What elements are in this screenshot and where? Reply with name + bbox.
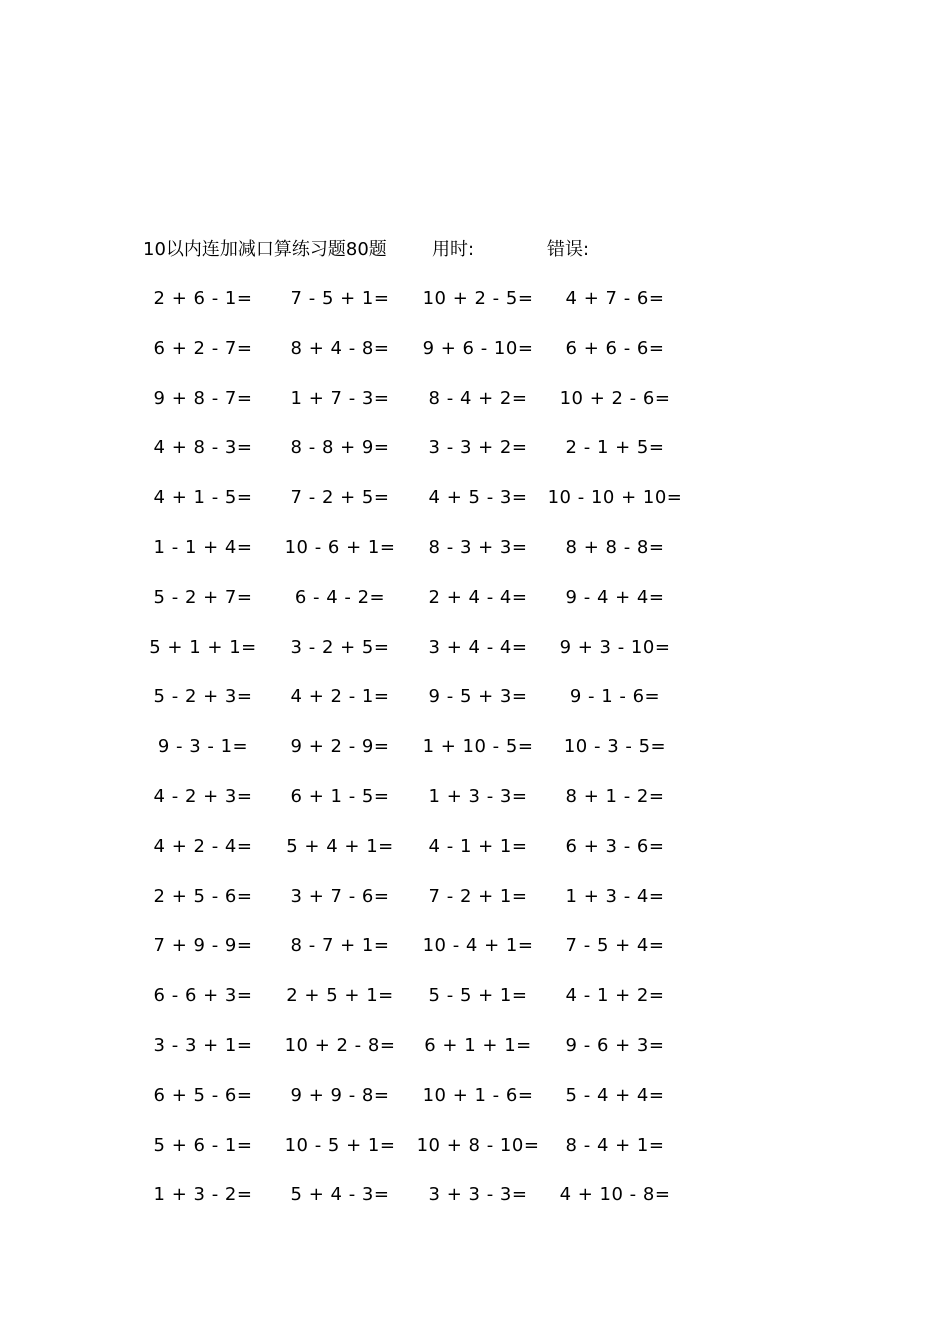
problem-item: 8 - 8 + 9= bbox=[290, 437, 390, 459]
problem-item: 7 - 2 + 5= bbox=[290, 487, 390, 509]
problem-item: 7 - 5 + 1= bbox=[290, 288, 390, 309]
problem-row bbox=[0, 882, 950, 932]
problem-item: 2 + 6 - 1= bbox=[153, 288, 253, 309]
problem-item: 9 - 5 + 3= bbox=[428, 686, 528, 708]
problem-item: 2 - 1 + 5= bbox=[565, 437, 665, 459]
problem-item: 6 - 4 - 2= bbox=[294, 586, 386, 608]
problem-item: 9 - 4 + 4= bbox=[565, 586, 665, 608]
problem-item: 5 - 5 + 1= bbox=[428, 985, 528, 1007]
problem-row bbox=[0, 1031, 950, 1081]
problem-item: 4 + 10 - 8= bbox=[559, 1184, 671, 1206]
problem-item: 8 - 4 + 1= bbox=[565, 1134, 665, 1156]
problem-item: 7 - 5 + 4= bbox=[565, 935, 665, 957]
problem-item: 9 - 6 + 3= bbox=[565, 1034, 665, 1056]
problem-item: 1 + 3 - 3= bbox=[428, 785, 528, 807]
problem-row bbox=[0, 832, 950, 882]
problem-item: 6 + 2 - 7= bbox=[153, 337, 253, 359]
problem-item: 4 + 2 - 4= bbox=[153, 835, 253, 857]
problem-item: 3 - 3 + 1= bbox=[153, 1034, 253, 1056]
problem-item: 9 + 6 - 10= bbox=[422, 337, 534, 359]
problem-row bbox=[0, 981, 950, 1031]
error-label: 错误: bbox=[547, 239, 590, 260]
problem-item: 6 + 1 + 1= bbox=[424, 1034, 532, 1056]
problem-item: 3 - 3 + 2= bbox=[428, 437, 528, 459]
problem-item: 5 + 1 + 1= bbox=[149, 636, 257, 658]
problem-item: 5 + 4 + 1= bbox=[286, 835, 394, 857]
problem-item: 1 + 3 - 2= bbox=[153, 1184, 253, 1206]
problem-row bbox=[0, 384, 950, 434]
problem-item: 10 + 2 - 5= bbox=[422, 288, 534, 309]
problem-item: 10 - 3 - 5= bbox=[563, 736, 667, 758]
problem-item: 6 + 5 - 6= bbox=[153, 1084, 253, 1106]
problem-row bbox=[0, 1081, 950, 1131]
problem-row bbox=[0, 1180, 950, 1230]
problem-row bbox=[0, 682, 950, 732]
problem-row bbox=[0, 483, 950, 533]
problem-item: 5 - 4 + 4= bbox=[565, 1084, 665, 1106]
problem-item: 2 + 5 - 6= bbox=[153, 885, 253, 907]
problem-item: 5 + 4 - 3= bbox=[290, 1184, 390, 1206]
problem-item: 7 - 2 + 1= bbox=[428, 885, 528, 907]
problem-item: 8 - 7 + 1= bbox=[290, 935, 390, 957]
problem-item: 4 - 2 + 3= bbox=[153, 785, 253, 807]
problem-item: 9 + 9 - 8= bbox=[290, 1084, 390, 1106]
problem-item: 2 + 5 + 1= bbox=[286, 985, 394, 1007]
problem-item: 4 - 1 + 2= bbox=[565, 985, 665, 1007]
problem-item: 4 + 1 - 5= bbox=[153, 487, 253, 509]
problem-item: 10 + 1 - 6= bbox=[422, 1084, 534, 1106]
problem-item: 6 + 3 - 6= bbox=[565, 835, 665, 857]
problem-item: 6 - 6 + 3= bbox=[153, 985, 253, 1007]
problem-item: 1 + 7 - 3= bbox=[290, 387, 390, 409]
problem-row bbox=[0, 732, 950, 782]
problem-item: 10 + 2 - 8= bbox=[284, 1034, 396, 1056]
problem-item: 10 + 2 - 6= bbox=[559, 387, 671, 409]
problem-row bbox=[0, 533, 950, 583]
problem-item: 1 + 3 - 4= bbox=[565, 885, 665, 907]
time-label: 用时: bbox=[432, 239, 475, 260]
problem-item: 8 + 4 - 8= bbox=[290, 337, 390, 359]
problem-row bbox=[0, 334, 950, 384]
problem-item: 3 - 2 + 5= bbox=[290, 636, 390, 658]
worksheet-title: 10以内连加减口算练习题80题 bbox=[143, 239, 387, 260]
problem-item: 3 + 4 - 4= bbox=[428, 636, 528, 658]
problem-row bbox=[0, 782, 950, 832]
problem-item: 6 + 1 - 5= bbox=[290, 785, 390, 807]
problem-item: 9 - 1 - 6= bbox=[569, 686, 661, 708]
problem-item: 7 + 9 - 9= bbox=[153, 935, 253, 957]
problem-row bbox=[0, 583, 950, 633]
problem-item: 10 - 6 + 1= bbox=[284, 536, 396, 558]
problem-item: 9 + 3 - 10= bbox=[559, 636, 671, 658]
problem-item: 9 + 8 - 7= bbox=[153, 387, 253, 409]
problem-item: 8 - 4 + 2= bbox=[428, 387, 528, 409]
problem-row bbox=[0, 633, 950, 683]
problem-row bbox=[0, 1131, 950, 1181]
problem-item: 4 + 7 - 6= bbox=[565, 288, 665, 309]
problem-item: 5 - 2 + 7= bbox=[153, 586, 253, 608]
problem-item: 3 + 3 - 3= bbox=[428, 1184, 528, 1206]
problem-item: 5 - 2 + 3= bbox=[153, 686, 253, 708]
problem-row bbox=[0, 931, 950, 981]
problem-item: 8 + 8 - 8= bbox=[565, 536, 665, 558]
problem-row bbox=[0, 284, 950, 334]
problem-item: 10 - 10 + 10= bbox=[547, 487, 683, 509]
problem-row bbox=[0, 433, 950, 483]
problem-item: 4 + 2 - 1= bbox=[290, 686, 390, 708]
problem-item: 10 - 4 + 1= bbox=[422, 935, 534, 957]
problem-item: 9 - 3 - 1= bbox=[157, 736, 249, 758]
problem-item: 4 + 8 - 3= bbox=[153, 437, 253, 459]
problem-item: 1 + 10 - 5= bbox=[422, 736, 534, 758]
problem-item: 8 - 3 + 3= bbox=[428, 536, 528, 558]
problem-item: 5 + 6 - 1= bbox=[153, 1134, 253, 1156]
problem-item: 9 + 2 - 9= bbox=[290, 736, 390, 758]
problem-item: 3 + 7 - 6= bbox=[290, 885, 390, 907]
problem-item: 1 - 1 + 4= bbox=[153, 536, 253, 558]
problem-item: 6 + 6 - 6= bbox=[565, 337, 665, 359]
problem-item: 10 + 8 - 10= bbox=[416, 1134, 540, 1156]
worksheet-header bbox=[0, 236, 950, 264]
problem-item: 4 + 5 - 3= bbox=[428, 487, 528, 509]
problem-item: 8 + 1 - 2= bbox=[565, 785, 665, 807]
problem-item: 4 - 1 + 1= bbox=[428, 835, 528, 857]
problem-item: 10 - 5 + 1= bbox=[284, 1134, 396, 1156]
problem-item: 2 + 4 - 4= bbox=[428, 586, 528, 608]
problem-grid bbox=[0, 284, 950, 1230]
